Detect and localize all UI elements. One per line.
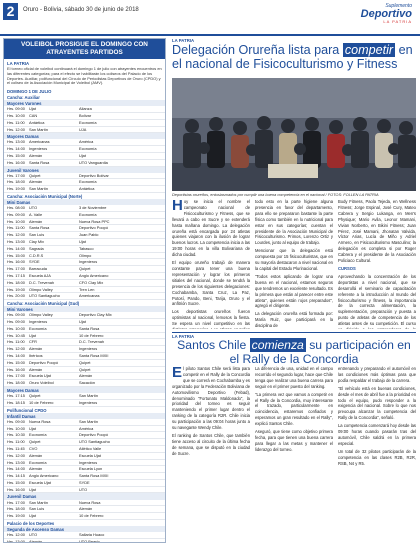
volleyball-section: LA PATRIA [7,61,30,66]
team-name: San Martín [29,499,49,505]
team-name: San Martín [29,186,49,192]
fixture-row [4,373,165,380]
fixture-row [4,127,165,134]
article-column: entrenando y preparando el automóvil en las condiciones más óptimas para que podía respaldar el trabajo de la carrera. "El vehículo está en buenas condiciones, desde el mes de abril fue a la prioridad en todo el equipo, pudo responder a la exigencia del nacional. Sobre lo que nos preocupa alcanzar la competencia del Rally de la Concordia", señaló. La competencia comenzará hoy desde las 09:00 horas cuando pasarán tras del automóvil, Chile saldrá en la primera especial. Un total de 32 pilotos participarán de la competencia en las clases R2B, R2R, RSB, N4 y R5. [338,366,416,466]
page-number: 2 [3,3,18,20]
team-name: Deportivo Poopó [29,359,58,365]
match-time: Hrs. 15:00 [7,252,25,258]
fixture-row [4,253,165,260]
fixture-row [4,273,165,280]
fixture-row [4,419,165,426]
match-time: Hrs. 09:00 [7,211,25,217]
match-time: Hrs. 17:00 [7,373,25,379]
team-name: Sacación [79,380,96,386]
team-name: Escuela AJA [29,273,51,279]
team-name: CAN [29,112,38,118]
match-time: Hrs. 09:00 [7,418,25,424]
match-time: Hrs. 10:00 [7,325,25,331]
page-header [0,0,420,36]
team-name: Alemán [29,538,43,543]
fixture-row [4,480,165,487]
team-name: Americanas [79,293,100,299]
article-fitness [172,38,416,71]
fixture-group-heading: Mayores Damas [4,133,165,139]
fixture-row [4,287,165,294]
team-name: Alemán [29,452,43,458]
team-name: 10 de Febrero [79,332,104,338]
fixture-row [4,266,165,273]
fixture-row [4,360,165,367]
match-time: Hrs. 17:15 [7,273,25,279]
fixture-row [4,500,165,507]
match-time: Hrs. 18:00 [7,380,25,386]
match-time: Hrs. 08:00 [7,205,25,211]
team-photo-image [172,78,416,191]
match-time: Hrs. 13:00 [7,538,25,543]
fixture-row [4,225,165,232]
team-name: San Luis [29,232,45,238]
team-name: Deportivo Bolívar [79,172,109,178]
article-column: La diferencia de una, unidad en el campo recorrido el segundo lugar, hace que Chile tenga que realizar una buena carrera para seguir en el primer puesto del ranking. "La primera vez que vamos a competir en el Rally de la Concordia, muy interesante el trazado, particularmente en coincidencia, estaremos confiados y esperamos un gran resultado en el Rally", explicó Santos Chile. Aseguró, que tiene como objetivo primera fecha, para que tienen una buena carrera para llegar a las metas y mantener el liderazgo del torneo. [255,366,333,452]
team-name: Quipet [79,359,91,365]
team-name: Deportivo Clay Mix [79,312,112,318]
article-column: El piloto Santos Chile será lista para competir en el Rally de la Concordia que se correrá en Cochabamba y es organizado por la Federación Boliviana de Automovilismo Deportivo (Febad), denominado "Fortunato Maldonado", la prioridad del torneo es seguir manteniendo el primer lugar dentro el ranking de la categoría R2R. Chile inicia su participación a las 09:04 horas junto a su navegante Wendy Chile. El ranking de Santos Chile, que también tiene acceso al circuito de la última fecha de semana, que se disputó en la ciudad de Sucre. [172,366,250,456]
match-time: Hrs. 10:00 [7,218,25,224]
team-name: Anglo Americano [29,473,59,479]
article-kicker: LA PATRIA [172,38,195,43]
match-time: Hrs. 16:00 [7,486,25,492]
fixture-group-heading: Polifuncional CPDO [7,407,47,413]
article-kicker: LA PATRIA [172,334,195,339]
fixture-row [4,346,165,353]
team-name: Santa Rosa [29,225,50,231]
team-name: 10 de Febrero [29,399,54,405]
team-name: Atlético Valle [79,445,102,451]
fixture-group-heading: Mini Damas [4,199,165,205]
team-name: Ingenieros [79,346,98,352]
match-time: Hrs. 18:00 [7,179,25,185]
team-name: Economía [79,179,97,185]
team-name: Quipet [29,172,41,178]
logo-main: Deportivo [360,8,412,20]
team-name: UTO Vanguardia [79,159,108,165]
team-name: Quipet [29,439,41,445]
team-name: Tren Len [79,286,95,292]
article-headline: Delegación Orureña lista para competir en el nacional de Fisicoculturismo y Fitness [172,43,413,72]
volleyball-title: VOLEIBOL PROSIGUE EL DOMINGO CON ATRAYENTES PARTIDOS [4,39,165,59]
team-name: Ujat [29,486,36,492]
fixture-row [4,333,165,340]
team-name: Oruro Voleibol [29,380,54,386]
team-name: UTO Beasic [79,538,100,543]
team-name: Escuela Ujat [29,373,51,379]
fixture-row [4,280,165,287]
fixture-group-heading: Mayores Damas [4,387,165,393]
match-time: Hrs. 16:00 [7,259,25,265]
fixture-row [4,179,165,186]
team-name: Alemán [29,179,43,185]
team-name: Economía [79,211,97,217]
team-name: Escuela Ujat [29,479,51,485]
fixture-row [4,312,165,319]
fixture-row [4,212,165,219]
team-name: San Martín [29,126,49,132]
fixture-row [4,380,165,387]
team-name: Escuela Lyon [79,466,103,472]
team-name: Ingenieros [29,146,48,152]
fixture-row [4,139,165,146]
team-name: UTO [29,205,38,211]
match-time: Hrs. 10:30 [7,432,25,438]
match-time: Hrs. 19:00 [7,186,25,192]
team-name: Alemán [29,366,43,372]
match-time: Hrs. 13:00 [7,239,25,245]
fixture-row [4,173,165,180]
fixture-row [4,460,165,467]
team-name: Santa Rosa [79,325,100,331]
match-time: Hrs. 18:00 [7,506,25,512]
match-time: Hrs. 10:45 [7,332,25,338]
match-time: Hrs. 11:00 [7,439,25,445]
team-name: Quipet [79,366,91,372]
logo-top: Suplemento [385,3,412,9]
team-name: Ibéricos [29,353,43,359]
article-column: todo esto en la parte higiene alguna presencia en favor del departamento, para ello se prepararon bastante la parte física como también en lo nutricional para estar en sus categorías; cuentan el presidente de la Asociación Municipal de Fisicoculturismo. Primos, Lorenzo Ortiz y Lourdes, junto al equipo de trabajo. Mencionar que la delegación está compuesta por 15 fisicoculturistas, que en su mayoría destacaron a nivel nacional en la capital del Estado Plurinacional. "Todos estos aplicando de lograr una buena en el nacional, estamos seguros que tendremos un excelente resultado. Es la primera que están al parecer entre este atleta", quienes están rojos preparados", agregó el dirigente. La delegación orureña está formada por: María Ruiz, que participará en la disciplina de [255,199,333,329]
team-name: América [79,425,94,431]
match-time: Hrs. 14:00 [7,466,25,472]
fixture-row [4,487,165,494]
drop-cap: E [172,366,183,381]
team-name: Americanas [29,139,50,145]
match-time: Hrs. 19:00 [7,286,25,292]
dateline: Oruro - Bolivia, sábado 30 de junio de 2018 [23,7,139,13]
team-name: Ujat [29,106,36,112]
team-name: Deportivo Poopó [79,432,108,438]
team-name: Ujat [29,513,36,519]
team-name: Sagrada [29,245,44,251]
team-name: UTO [29,531,38,537]
fixture-group-heading: DOMINGO 1 DE JULIO [7,89,52,95]
fixture-row [4,532,165,539]
fixture-row [4,453,165,460]
fixture-row [4,113,165,120]
fixture-row [4,219,165,226]
team-name: Ingenieros [79,399,98,405]
fixture-group-heading: Cancha: Asociación Municipal (Norte) [7,193,83,199]
team-name: D.C. Trevenah [29,279,55,285]
team-name: Nueva Rosa [79,499,101,505]
fixture-row [4,160,165,167]
match-time: Hrs. 17:00 [7,172,25,178]
team-name: UTO Santiagucho [29,293,60,299]
fixture-row [4,539,165,543]
article-column: Hoy se inicia el nombre el campeonato nacional de Fisicoculturismo y Fitness, que se llevará a cabo en Sucre y se extenderá hasta mañana domingo. La delegación orureña está encargada por 24 atletas quienes viajaron con la ilusión de lograr buenos lucros. La competencia inicia a las 19:00 horas en la villa Bolivariana de dicha ciudad. El equipo orureño trabajó de manera constante para tener una buena representación y lograr los primeros sitiales del nacional, donde se tendrá la presencia de los siguientes delegaciones: Cochabamba, Santa Cruz, La Paz, Potosí, Pando, Beni, Tarija, Oruro y el anfitrión Sucre. Los deportistas orureños fueron optimistas al nacional, lemosos la fiesta. Se espera un nivel competitivo en las [172,199,250,327]
match-time: Hrs. 12:00 [7,346,25,352]
fixture-row [4,326,165,333]
fixture-group-heading: Cancha: Asociación Municipal (Sud) [7,301,80,307]
match-time: Hrs. 19:00 [7,513,25,519]
match-time: Hrs. 16:00 [7,366,25,372]
team-name: América [79,139,94,145]
fixture-row [4,259,165,266]
match-time: Hrs. 11:00 [7,119,25,125]
fixture-group-heading: Juvenil Varones [4,167,165,173]
team-name: Santa Rosa MXII [79,353,109,359]
match-time: Hrs. 11:00 [7,225,25,231]
team-name: San Martín [79,393,99,399]
team-photo [172,78,416,191]
match-time: Hrs. 12:00 [7,531,25,537]
volleyball-box [3,38,166,543]
match-time: Hrs. 14:00 [7,245,25,251]
team-name: CVO [29,445,38,451]
team-name: Nueva Rosa [29,418,51,424]
fixture-group-heading: Mini Varones [4,306,165,312]
team-name: SYDE [79,479,90,485]
fixture-row [4,446,165,453]
match-time: Hrs. 15:00 [7,152,25,158]
team-name: Juan Pablo [79,232,99,238]
team-name: Alemán [29,218,43,224]
team-name: Economía [29,459,47,465]
article-headline: Santos Chile comienza su participación en el Rally de la Concordia [177,338,411,366]
fixture-row [4,506,165,513]
fixture-row [4,393,165,400]
team-name: UJA [79,126,87,132]
supplement-logo [361,4,412,24]
fixture-group-heading: Juvenil Damas [4,493,165,499]
fixture-row [4,513,165,520]
match-time: Hrs. 10:00 [7,425,25,431]
team-name: Economía [79,146,97,152]
article-column: Body Fitness, Paola Tejeda, en Wellness Fitness; Jorge Espinal, José Cury, Mateo Cabrera y Sergio Lukanga, en Men's Physique; Mario Avila, Leonor Mamani, Vivian Norberto, en Bikini Fitness; Juan Pérez, José Mamani, Jhonatan Valvida, Víctor Arias, Lucía de Miño y Adriel Armero, en Fisicoculturismo Masculino; la delegación es completa si por Roger Cabrera y el presidente de la Asociación Policiaco Cultural. CURSOS Aprovechando la concentración de los deportistas a nivel nacional, que se desarrollá el seminario de capacitación referente a la introducción al mundo del fisicoculturismo y fitness, la importancia de la correcta alimentación, la suplementación, preparación y puesta a punto de atletas de competencia de los atletas antes de su competición. El curso [338,199,416,327]
match-time: Hrs. 15:00 [7,359,25,365]
fixture-group-heading: Segunda de Ascenso Damas [4,526,165,532]
team-name: Antártica [79,186,95,192]
fixture-group-heading: Cancha: Auxiliar [7,95,40,101]
fixture-group-heading: Mayores Varones [4,100,165,106]
match-time: Hrs. 14:15 [7,473,25,479]
team-name: Quipet [29,393,41,399]
volleyball-intro: El torneo oficial de voleibol continuará el domingo 1 de julio con atrayentes encuentros en las diferentes categorías; para el efecto se habilitarán los coliseos del Palacio de los Deportes. Auxiliar, polifuncional del Círculo de Periodistas Deportivos de Oruro (CPDO) y el coliseo de la Asociación Municipal de Voleibol (AMV). [7,66,162,86]
logo-sub: LA PATRIA [383,19,412,24]
team-name: Ujat [29,425,36,431]
match-time: Hrs. 15:00 [7,479,25,485]
team-name: Ingenieros [79,459,98,465]
match-time: Hrs. 13:00 [7,459,25,465]
team-name: Clay Mix [29,239,44,245]
article-rally-body [172,366,416,543]
team-name: Economía [29,432,47,438]
match-time: Hrs. 12:00 [7,126,25,132]
match-time: Hrs. 17:15 [7,393,25,399]
team-name: C.D.R.S [29,252,44,258]
team-name: San Martín [79,418,99,424]
photo-caption: Deportistas orureños, entusiasmados por cumplir una buena competencia en el nacional / FOTOS: FOLLEN LA PATRIA [172,192,379,197]
fixture-row [4,205,165,212]
fixture-row [4,106,165,113]
match-time: Hrs. 17:00 [7,266,25,272]
fixture-row [4,153,165,160]
team-name: San Luis [29,506,45,512]
fixture-row [4,466,165,473]
team-name: Santa Rosa [29,159,50,165]
subheading: CURSOS [338,265,356,271]
fixture-row [4,246,165,253]
match-time: Hrs. 18:00 [7,279,25,285]
team-name: Alemán [29,346,43,352]
match-time: Hrs. 09:00 [7,312,25,318]
fixture-row [4,426,165,433]
fixture-row [4,146,165,153]
drop-cap: H [172,199,183,214]
team-name: Santa Rosa MXII [79,473,109,479]
fixture-row [4,400,165,407]
match-time: Hrs. 09:00 [7,106,25,112]
team-name: Barracuda [29,266,47,272]
team-name: 10 de Febrero [79,513,104,519]
fixture-group-heading: Palacio de los Deportes [7,520,55,526]
team-name: Alianza [79,106,92,112]
match-time: Hrs. 14:00 [7,146,25,152]
team-name: Alemán [79,373,93,379]
team-name: Economía [29,325,47,331]
fixture-row [4,293,165,300]
team-name: Olimpo Valley [29,286,53,292]
match-time: Hrs. 11:45 [7,445,25,451]
fixture-row [4,432,165,439]
team-name: Ingenieros [79,259,98,265]
team-name: Ujat [79,152,86,158]
team-name: Alemán [29,152,43,158]
team-name: Deportivo Poopó [79,225,108,231]
match-time: Hrs. 13:00 [7,139,25,145]
team-name: Quipet [79,266,91,272]
team-name: Ujat [29,332,36,338]
team-name: Ujat [79,239,86,245]
team-name: UTO Santiagucho [79,439,110,445]
team-name: Olimpo [79,252,92,258]
match-time: Hrs. 12:00 [7,232,25,238]
team-name: Nueva Rosa PPC [79,218,110,224]
fixture-group-heading: Infantil Damas [4,413,165,419]
team-name: Alemán [29,466,43,472]
team-name: CFO Clay Mix [79,279,104,285]
match-time: Hrs. 12:00 [7,452,25,458]
team-name: Sallaria Huaco [79,531,105,537]
fixture-row [4,439,165,446]
fixture-row [4,232,165,239]
article-separator [172,332,416,333]
team-name: UTO [79,486,88,492]
team-name: 3 de Noviembre [79,205,107,211]
article-rally [172,334,416,367]
team-name: Antártica [29,119,45,125]
fixture-row [4,339,165,346]
team-name: Bolívar [79,112,92,118]
fixture-row [4,186,165,193]
article-fitness-body [172,199,416,329]
match-time: Hrs. 20:00 [7,293,25,299]
match-time: Hrs. 16:00 [7,159,25,165]
team-name: Olimpo Valley [29,312,53,318]
fixture-row [4,120,165,127]
fixture-row [4,367,165,374]
team-name: CFR [29,339,37,345]
match-time: Hrs. 14:00 [7,353,25,359]
match-time: Hrs. 18:15 [7,399,25,405]
fixture-row [4,239,165,246]
team-name: D.C. Trevenah [79,339,105,345]
fixture-row [4,353,165,360]
team-name: A. Valle [29,211,43,217]
match-time: Hrs. 09:00 [7,319,25,325]
fixture-row [4,319,165,326]
team-name: Ujat [79,319,86,325]
team-name: Tabasco [79,245,94,251]
team-name: Escuela Ujat [79,452,101,458]
fixture-list [4,88,165,543]
team-name: Alemán [79,506,93,512]
team-name: Ingenieros [29,319,48,325]
match-time: Hrs. 11:00 [7,339,25,345]
team-name: SYDE [29,259,40,265]
match-time: Hrs. 10:00 [7,112,25,118]
team-name: Anglo Americano [79,273,109,279]
fixture-row [4,473,165,480]
team-name: Economía [79,119,97,125]
match-time: Hrs. 17:00 [7,499,25,505]
